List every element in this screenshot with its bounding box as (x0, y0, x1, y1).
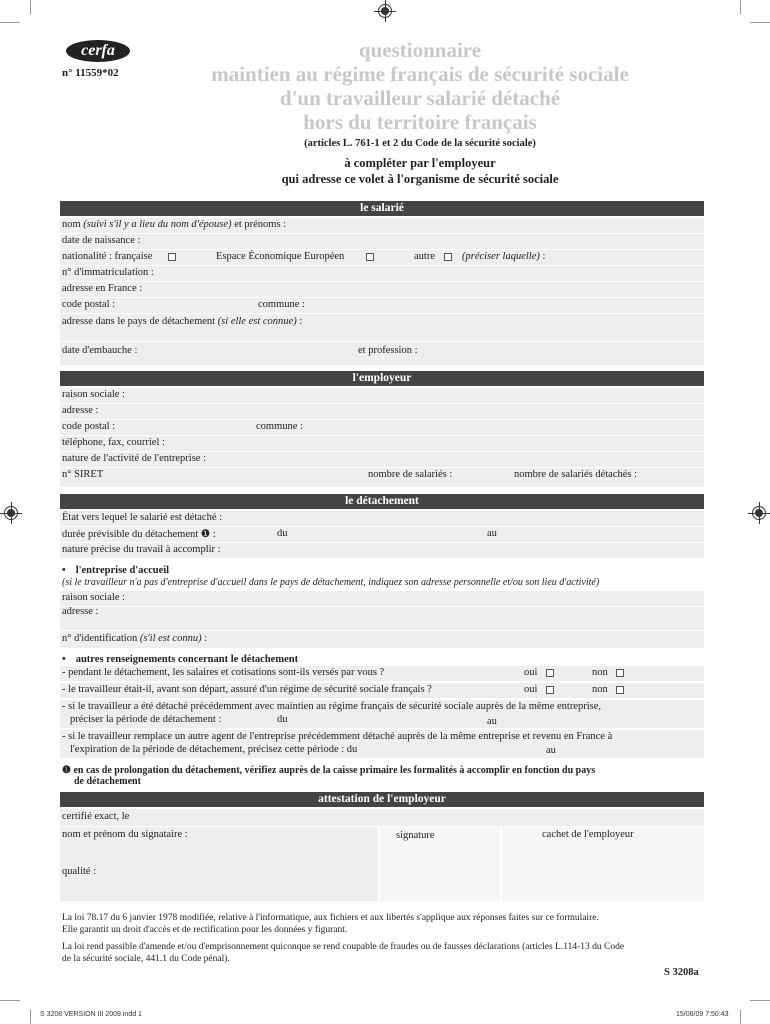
form-number: n° 11559*02 (62, 67, 119, 79)
label-certifie: certifié exact, le (62, 811, 130, 822)
title-line-4: hors du territoire français (303, 110, 537, 134)
section-title-attestation: attestation de l'employeur (60, 792, 704, 807)
question-remplacement: - si le travailleur remplace un autre agent de l'entreprise précédemment détaché auprès de la même entreprise et revenu en France à (62, 731, 613, 742)
label-au-q3: au (487, 716, 497, 727)
title-line-3: d'un travailleur salarié détaché (279, 86, 561, 110)
label-non-q1: non (592, 667, 608, 678)
field-immatriculation[interactable] (60, 265, 704, 281)
legal-fraude: La loi rend passible d'amende et/ou d'emprisonnement quiconque se rend coupable de fraudes ou de fausses déclarations (articles L.114-13 du Code de la sécurité sociale, 441.1 du Code pénal). (62, 942, 625, 964)
label-identification: n° d'identification (s'il est connu) : (62, 633, 208, 644)
label-code-postal: code postal : (62, 299, 116, 310)
label-nom-signataire: nom et prénom du signataire : (62, 829, 188, 840)
field-raison-sociale[interactable] (60, 387, 704, 403)
crop-mark (740, 0, 741, 14)
registration-mark-icon (4, 506, 18, 520)
registration-mark-icon (752, 506, 766, 520)
articles-reference: (articles L. 761-1 et 2 du Code de la sécurité sociale) (304, 138, 536, 149)
title-line-2: maintien au régime français de sécurité sociale (211, 62, 629, 86)
label-telephone: téléphone, fax, courriel : (62, 437, 165, 448)
label-adresse-accueil: adresse : (62, 606, 99, 617)
subsection-autres-renseignements: • autres renseignements concernant le détachement (62, 654, 299, 665)
checkbox-non-q2[interactable] (616, 686, 624, 694)
crop-mark (750, 22, 770, 23)
label-non-q2: non (592, 684, 608, 695)
label-raison-sociale-accueil: raison sociale : (62, 592, 125, 603)
section-title-salarie: le salarié (60, 201, 704, 216)
label-date-naissance: date de naissance : (62, 235, 141, 246)
question-periode-detachement: préciser la période de détachement : (70, 714, 222, 725)
question-remplacement-periode: l'expiration de la période de détachement, précisez cette période : du (70, 744, 358, 755)
field-adresse[interactable] (60, 403, 704, 419)
field-certifie[interactable] (60, 808, 704, 826)
accueil-hint: (si le travailleur n'a pas d'entreprise d'accueil dans le pays de détachement, indiquez son adresse personnelle et/ou son lieu d'activité) (62, 577, 600, 588)
label-adresse-detachement: adresse dans le pays de détachement (si elle est connue) : (62, 316, 303, 327)
field-adresse-accueil[interactable] (60, 606, 704, 630)
crop-mark (750, 1000, 770, 1001)
print-date: 15/06/09 7:50:43 (676, 1011, 729, 1018)
field-adresse-france[interactable] (60, 281, 704, 297)
crop-mark (0, 22, 20, 23)
label-duree: durée prévisible du détachement ❶ : (62, 529, 216, 540)
cerfa-logo: cerfa (66, 40, 130, 62)
checkbox-francaise[interactable] (168, 253, 176, 261)
crop-mark (740, 1010, 741, 1024)
label-raison-sociale: raison sociale : (62, 389, 125, 400)
label-commune-employeur: commune : (256, 421, 303, 432)
label-immatriculation: n° d'immatriculation : (62, 267, 154, 278)
label-qualite: qualité : (62, 866, 97, 877)
label-du-q3: du (277, 714, 288, 725)
checkbox-oui-q1[interactable] (546, 669, 554, 677)
intro-line-1: à compléter par l'employeur (344, 156, 496, 170)
label-date-embauche: date d'embauche : (62, 345, 138, 356)
label-profession: et profession : (358, 345, 418, 356)
form-reference: S 3208a (664, 967, 699, 978)
footnote-prolongation-2: de détachement (74, 776, 141, 787)
question-detache-precedemment: - si le travailleur a été détaché précédemment avec maintien au régime français de sécurité sociale auprès de la même entreprise, (62, 701, 602, 712)
field-code-postal[interactable] (60, 297, 704, 313)
section-title-detachement: le détachement (60, 494, 704, 509)
label-cachet: cachet de l'employeur (542, 829, 634, 840)
label-preciser: (préciser laquelle) : (462, 251, 546, 262)
field-code-postal-employeur[interactable] (60, 419, 704, 435)
footnote-prolongation: ❶ en cas de prolongation du détachement, vérifiez auprès de la caisse primaire les formalités à accomplir en fonction du pays (62, 765, 596, 776)
field-nationalite[interactable] (60, 249, 704, 265)
question-assure: - le travailleur était-il, avant son départ, assuré d'un régime de sécurité sociale français ? (62, 684, 432, 695)
checkbox-non-q1[interactable] (616, 669, 624, 677)
label-eee: Espace Économique Européen (216, 251, 345, 262)
checkbox-eee[interactable] (366, 253, 374, 261)
label-adresse-france: adresse en France : (62, 283, 143, 294)
label-au-q4: au (546, 745, 556, 756)
registration-mark-icon (378, 4, 392, 18)
label-nature-travail: nature précise du travail à accomplir : (62, 544, 221, 555)
label-nom: nom (suivi s'il y a lieu du nom d'épouse) et prénoms : (62, 219, 287, 230)
legal-cnil: La loi 78.17 du 6 janvier 1978 modifiée, relative à l'informatique, aux fichiers et aux libertés s'applique aux réponses faites sur ce formulaire. Elle garantit un droit d'accès et de rectification pour les données y figurant. (62, 913, 599, 935)
section-title-employeur: l'employeur (60, 371, 704, 386)
field-raison-sociale-accueil[interactable] (60, 590, 704, 606)
intro-line-2: qui adresse ce volet à l'organisme de sécurité sociale (281, 172, 559, 186)
field-date-naissance[interactable] (60, 233, 704, 249)
label-au: au (487, 528, 497, 539)
print-file-name: S 3208 VERSION III 2009.indd 1 (40, 1011, 142, 1018)
label-oui-q1: oui (524, 667, 538, 678)
label-siret: n° SIRET (62, 469, 104, 480)
label-du: du (277, 528, 288, 539)
label-adresse-employeur: adresse : (62, 405, 99, 416)
label-code-postal-employeur: code postal : (62, 421, 116, 432)
label-nationalite: nationalité : française (62, 251, 153, 262)
label-etat: État vers lequel le salarié est détaché : (62, 512, 223, 523)
checkbox-oui-q2[interactable] (546, 686, 554, 694)
crop-mark (0, 1000, 20, 1001)
title-line-1: questionnaire (358, 38, 482, 62)
question-salaires: - pendant le détachement, les salaires et cotisations sont-ils versés par vous ? (62, 667, 385, 678)
crop-mark (30, 0, 31, 14)
subsection-entreprise-accueil: • l'entreprise d'accueil (62, 565, 170, 576)
label-commune: commune : (258, 299, 305, 310)
label-nb-salaries: nombre de salariés : (368, 469, 453, 480)
checkbox-autre[interactable] (444, 253, 452, 261)
label-nb-detaches: nombre de salariés détachés : (514, 469, 638, 480)
label-nature-activite: nature de l'activité de l'entreprise : (62, 453, 207, 464)
label-signature: signature (396, 830, 435, 841)
label-oui-q2: oui (524, 684, 538, 695)
crop-mark (30, 1010, 31, 1024)
label-autre: autre (414, 251, 435, 262)
